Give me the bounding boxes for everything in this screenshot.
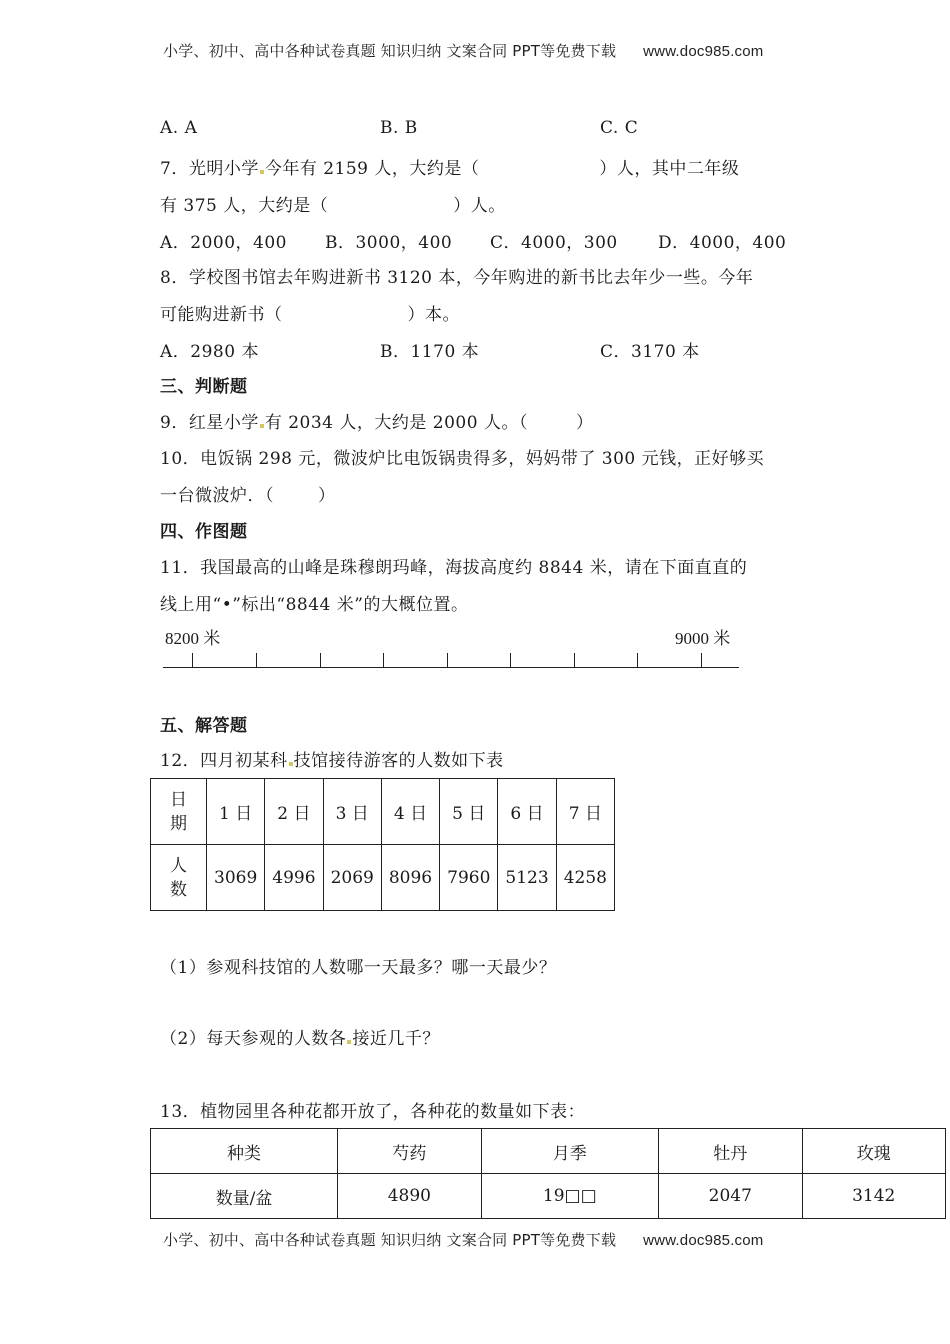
q12-sub2: （2）每天参观的人数各 接近几千？	[160, 1029, 440, 1049]
flower-table	[150, 1128, 946, 1219]
table-cell: 4258	[556, 845, 614, 911]
table-cell: 3069	[207, 845, 265, 911]
q7-option-b: B．3000，400	[325, 233, 453, 253]
table-cell: 3142	[802, 1174, 946, 1219]
edit-mark	[260, 424, 264, 428]
footer-url: www.doc985.com	[643, 1232, 764, 1249]
number-line-tick	[256, 653, 257, 667]
table-cell: 7960	[440, 845, 498, 911]
table-cell: 2 日	[265, 779, 323, 845]
table-cell: 2069	[323, 845, 381, 911]
q8-options	[160, 337, 800, 362]
q7-line1: 7．光明小学 今年有 2159 人，大约是（ ）人，其中二年级	[160, 159, 740, 179]
q6-option-c: C. C	[600, 118, 639, 138]
section-title-answer: 五、解答题	[160, 716, 248, 736]
section-title-judgement: 三、判断题	[160, 377, 248, 397]
number-line-tick	[383, 653, 384, 667]
q7-option-a: A．2000，400	[160, 233, 287, 253]
q12-text: 12．四月初某科 技馆接待游客的人数如下表	[160, 751, 504, 771]
table-cell: 3 日	[323, 779, 381, 845]
section-title-drawing: 四、作图题	[160, 522, 248, 542]
number-line-tick	[320, 653, 321, 667]
edit-mark	[347, 1040, 351, 1044]
number-line-start-label: 8200 米	[165, 629, 221, 648]
q10-line2: 一台微波炉．（ ）	[160, 486, 336, 506]
table-cell: 4996	[265, 845, 323, 911]
q11-line2: 线上用“•”标出“8844 米”的大概位置。	[160, 595, 469, 615]
edit-mark	[260, 170, 264, 174]
table-cell: 2047	[659, 1174, 802, 1219]
table-cell: 7 日	[556, 779, 614, 845]
q7-option-c: C．4000，300	[490, 233, 618, 253]
table-cell: 19□□	[481, 1174, 658, 1219]
number-line-end-label: 9000 米	[675, 629, 731, 648]
q6-options	[160, 118, 800, 140]
table-header: 芍药	[338, 1129, 481, 1174]
table-row	[151, 845, 615, 911]
q11-line1: 11．我国最高的山峰是珠穆朗玛峰，海拔高度约 8844 米，请在下面直直的	[160, 558, 748, 578]
number-line-tick	[574, 653, 575, 667]
table-header: 牡丹	[659, 1129, 802, 1174]
q9: 9．红星小学 有 2034 人，大约是 2000 人。（ ）	[160, 413, 594, 433]
table-cell: 4890	[338, 1174, 481, 1219]
table-cell: 6 日	[498, 779, 556, 845]
number-line-axis	[163, 667, 739, 668]
table-cell: 1 日	[207, 779, 265, 845]
table-header: 月季	[481, 1129, 658, 1174]
edit-mark	[289, 762, 293, 766]
q8-line1: 8．学校图书馆去年购进新书 3120 本，今年购进的新书比去年少一些。今年	[160, 268, 754, 288]
table-cell: 4 日	[381, 779, 439, 845]
page-footer	[163, 1229, 764, 1250]
page-header	[163, 40, 764, 61]
number-line[interactable]	[163, 620, 743, 675]
table-row	[151, 779, 615, 845]
q8-option-a: A．2980 本	[160, 342, 259, 362]
q10-line1: 10．电饭锅 298 元，微波炉比电饭锅贵得多，妈妈带了 300 元钱，正好够买	[160, 449, 765, 469]
table-row	[151, 1174, 946, 1219]
header-text: 小学、初中、高中各种试卷真题 知识归纳 文案合同 PPT等免费下载	[163, 42, 617, 60]
footer-text: 小学、初中、高中各种试卷真题 知识归纳 文案合同 PPT等免费下载	[163, 1231, 617, 1249]
table-cell: 5123	[498, 845, 556, 911]
q8-option-b: B．1170 本	[380, 342, 480, 362]
number-line-tick	[701, 653, 702, 667]
table-header: 玫瑰	[802, 1129, 946, 1174]
q8-option-c: C．3170 本	[600, 342, 700, 362]
q7-option-d: D．4000，400	[658, 233, 787, 253]
q12-sub1: （1）参观科技馆的人数哪一天最多？哪一天最少？	[160, 958, 557, 978]
table-header-date: 日 期	[151, 779, 207, 845]
number-line-tick	[447, 653, 448, 667]
visitor-table	[150, 778, 615, 911]
table-cell: 5 日	[440, 779, 498, 845]
table-header-count: 人 数	[151, 845, 207, 911]
q13-text: 13．植物园里各种花都开放了，各种花的数量如下表：	[160, 1102, 586, 1122]
number-line-tick	[637, 653, 638, 667]
q6-option-b: B. B	[380, 118, 418, 138]
number-line-tick	[192, 653, 193, 667]
q6-option-a: A. A	[160, 118, 198, 138]
table-cell: 8096	[381, 845, 439, 911]
q7-options	[160, 228, 800, 253]
table-cell: 数量/盆	[151, 1174, 338, 1219]
table-header: 种类	[151, 1129, 338, 1174]
number-line-tick	[510, 653, 511, 667]
table-row	[151, 1129, 946, 1174]
header-url: www.doc985.com	[643, 43, 764, 60]
q7-line2: 有 375 人，大约是（ ）人。	[160, 196, 506, 216]
q8-line2: 可能购进新书（ ）本。	[160, 305, 460, 325]
